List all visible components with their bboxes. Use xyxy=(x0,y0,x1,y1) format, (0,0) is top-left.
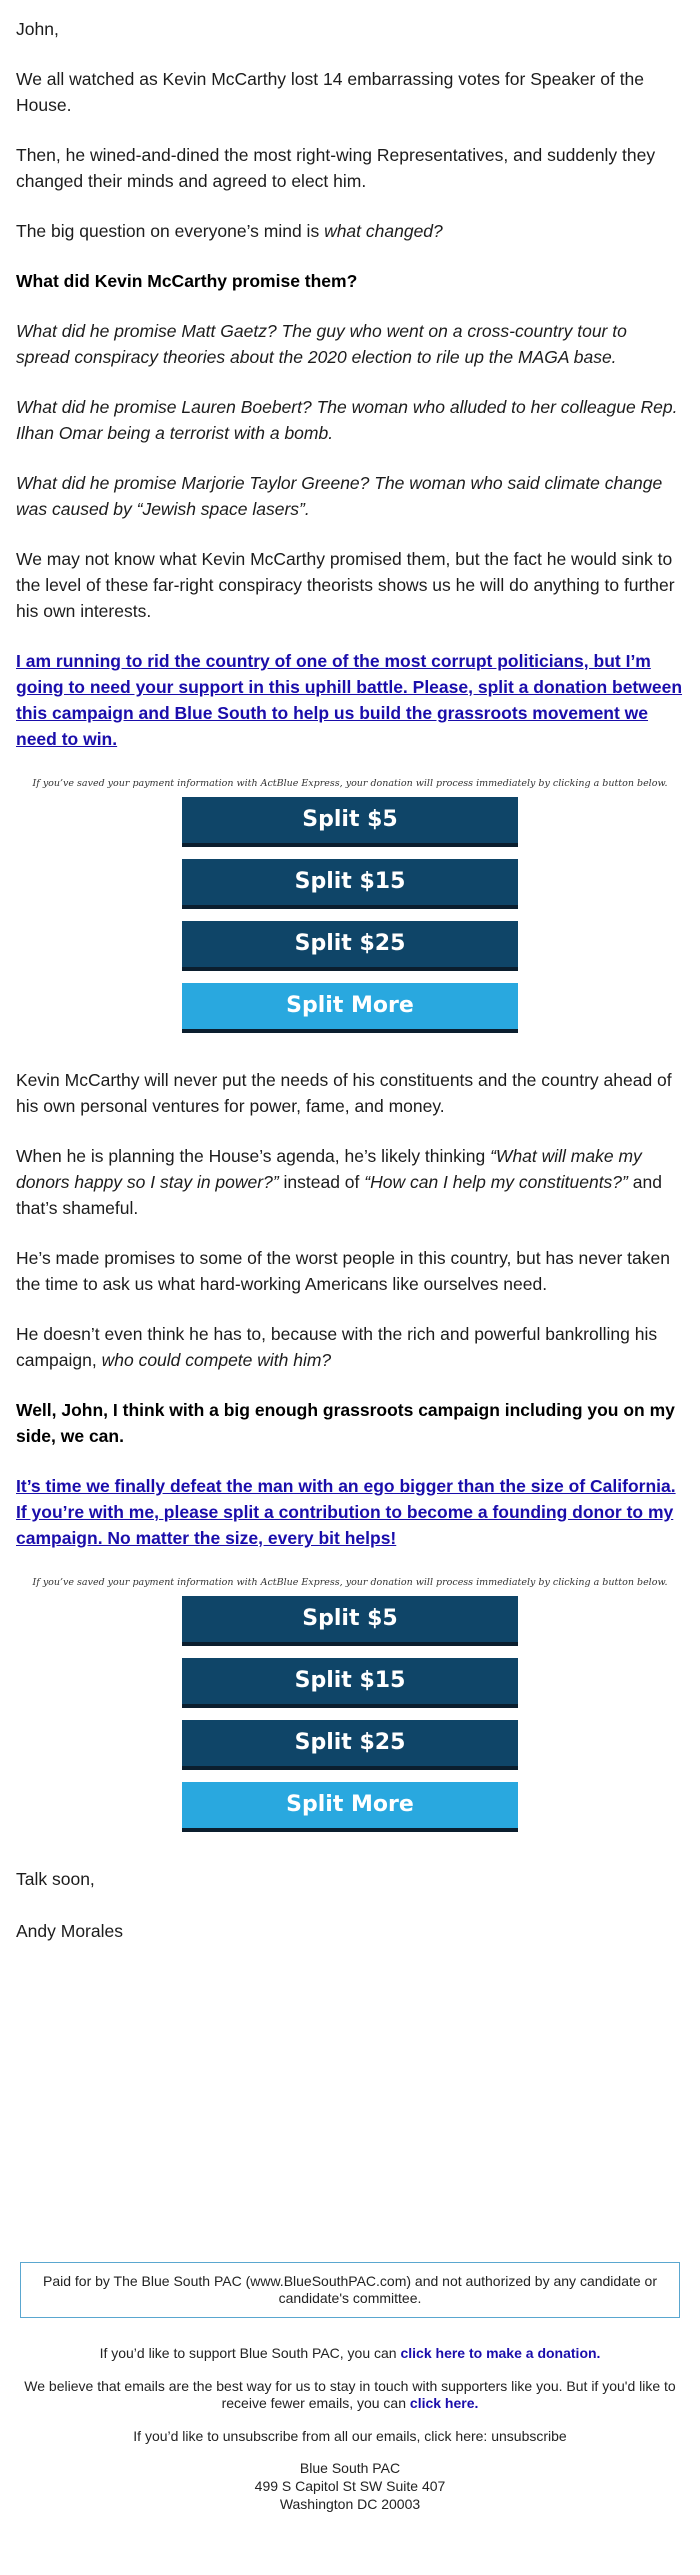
paragraph-wined-dined: Then, he wined-and-dined the most right-wing Representatives, and suddenly they changed their minds and agreed to elect him. xyxy=(16,145,656,191)
paragraph-big-question xyxy=(16,218,684,244)
signoff: Talk soon, xyxy=(16,1869,95,1889)
agenda-text-c: and that’s shameful. xyxy=(16,1172,662,1218)
agenda-quote-constituents: “How can I help my constituents?” xyxy=(364,1172,628,1192)
agenda-text-b: instead of xyxy=(278,1172,365,1192)
question-boebert-text: What did he promise Lauren Boebert? The woman who alluded to her colleague Rep. Ilhan Omar being a terrorist with a bomb. xyxy=(16,397,678,443)
actblue-express-note: If you’ve saved your payment information with ActBlue Express, your donation will process immediately by clicking a button below. xyxy=(32,778,668,789)
cta-link-split-donation[interactable]: I am running to rid the country of one of the most corrupt politicians, but I’m going to need your support in this uphill battle. Please, split a donation between this campaign and Blue South to help us build the grassroots movement we need to win. xyxy=(16,651,683,749)
paragraph-votes: We all watched as Kevin McCarthy lost 14 embarrassing votes for Speaker of the House. xyxy=(16,69,645,115)
street-address: 499 S Capitol St SW Suite 407 xyxy=(254,2478,446,2494)
fewer-emails-link[interactable]: click here. xyxy=(409,2395,479,2411)
paragraph-constituents: Kevin McCarthy will never put the needs of his constituents and the country ahead of his own personal ventures for power, fame, and money. xyxy=(16,1070,672,1116)
support-text: If you’d like to support Blue South PAC, you can xyxy=(99,2345,401,2361)
signoff-block xyxy=(0,1844,700,1944)
cta-link-founding-donor[interactable]: It’s time we finally defeat the man with an ego bigger than the size of California. If you’re with me, please split a contribution to become a founding donor to my campaign. No matter the size, every bit helps! xyxy=(16,1476,676,1548)
fewer-emails-line xyxy=(20,2378,680,2412)
bankrolling-text: He doesn’t even think he has to, because with the rich and powerful bankrolling his campaign, xyxy=(16,1324,658,1370)
message-content-2 xyxy=(0,1045,700,1551)
split-15-button-2[interactable]: Split $15 xyxy=(182,1658,518,1708)
paid-for-disclaimer: Paid for by The Blue South PAC (www.BlueSouthPAC.com) and not authorized by any candidate or candidate's committee. xyxy=(20,2262,680,2318)
agenda-text-a: When he is planning the House’s agenda, he’s likely thinking xyxy=(16,1146,491,1166)
actblue-express-note-2: If you’ve saved your payment information with ActBlue Express, your donation will process immediately by clicking a button below. xyxy=(32,1577,668,1588)
compete-text: who could compete with him? xyxy=(101,1350,332,1370)
unsubscribe-line[interactable]: If you’d like to unsubscribe from all our emails, click here: unsubscribe xyxy=(133,2428,567,2444)
paragraph-worst-people: He’s made promises to some of the worst people in this country, but has never taken the time to ask us what hard-working Americans like ourselves need. xyxy=(16,1248,670,1294)
signature: Andy Morales xyxy=(16,1921,123,1941)
city-address: Washington DC 20003 xyxy=(279,2496,421,2512)
what-changed-text: what changed? xyxy=(324,221,443,241)
split-25-button[interactable]: Split $25 xyxy=(182,921,518,971)
question-greene-text: What did he promise Marjorie Taylor Greene? The woman who said climate change was caused by “Jewish space lasers”. xyxy=(16,473,663,519)
split-more-button[interactable]: Split More xyxy=(182,983,518,1033)
split-15-button[interactable]: Split $15 xyxy=(182,859,518,909)
paragraph-agenda xyxy=(16,1143,684,1221)
fewer-emails-text: We believe that emails are the best way for us to stay in touch with supporters like you. But if you'd like to receive fewer emails, you can xyxy=(24,2378,676,2411)
heading-promise: What did Kevin McCarthy promise them? xyxy=(16,271,358,291)
question-boebert xyxy=(16,394,684,446)
greeting: John, xyxy=(16,19,59,39)
donation-link[interactable]: click here to make a donation. xyxy=(400,2345,601,2361)
email-footer xyxy=(0,2345,700,2513)
donation-buttons-bottom xyxy=(182,1596,518,1832)
split-more-button-2[interactable]: Split More xyxy=(182,1782,518,1832)
org-name: Blue South PAC xyxy=(299,2460,401,2476)
mailing-address xyxy=(20,2459,680,2513)
split-5-button[interactable]: Split $5 xyxy=(182,797,518,847)
paragraph-bankrolling xyxy=(16,1321,684,1373)
agenda-quote-donors: “What will make my donors happy so I stay in power?” xyxy=(16,1146,642,1192)
question-greene xyxy=(16,470,684,522)
message-content xyxy=(0,0,700,752)
support-line xyxy=(20,2345,680,2362)
split-25-button-2[interactable]: Split $25 xyxy=(182,1720,518,1770)
big-question-text: The big question on everyone’s mind is xyxy=(16,221,325,241)
split-5-button-2[interactable]: Split $5 xyxy=(182,1596,518,1646)
question-gaetz-text: What did he promise Matt Gaetz? The guy who went on a cross-country tour to spread conspiracy theories about the 2020 election to rile up the MAGA base. xyxy=(16,321,627,367)
heading-grassroots: Well, John, I think with a big enough grassroots campaign including you on my side, we can. xyxy=(16,1400,675,1446)
question-gaetz xyxy=(16,318,684,370)
donation-buttons-top xyxy=(182,797,518,1033)
paragraph-far-right: We may not know what Kevin McCarthy promised them, but the fact he would sink to the level of these far-right conspiracy theorists shows us he will do anything to further his own interests. xyxy=(16,549,675,621)
